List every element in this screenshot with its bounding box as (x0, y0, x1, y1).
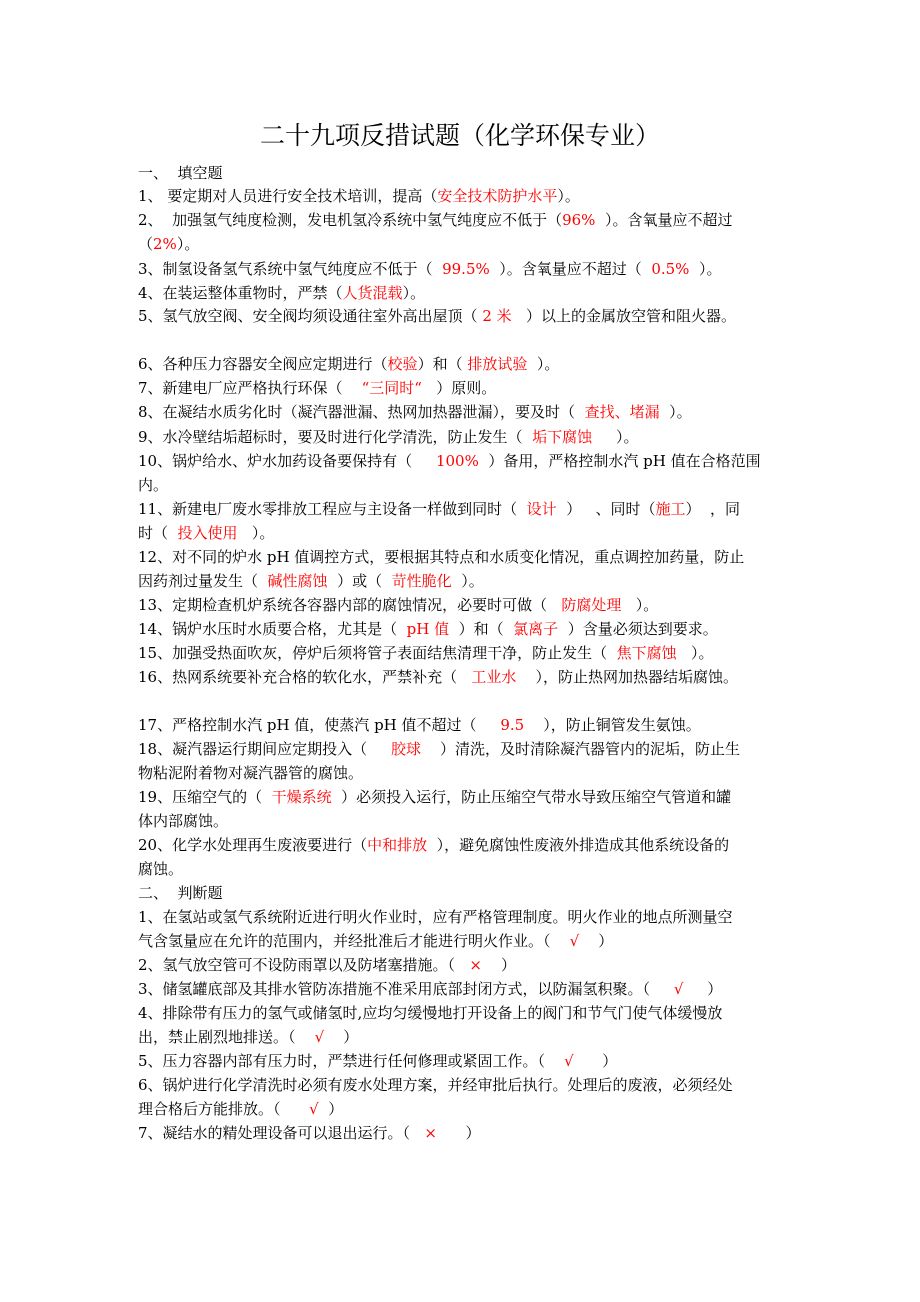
answer-text: 工业水 (471, 668, 517, 686)
question-text: 11、新建电厂废水零排放工程应与主设备一样做到同时（ (138, 500, 527, 518)
question-text: ） (318, 1100, 344, 1118)
question-text: 19、压缩空气的（ (138, 788, 272, 806)
fill-question-line (138, 643, 713, 663)
section-heading-judge: 二、 判断题 (138, 884, 223, 902)
fill-question-line (138, 186, 580, 206)
answer-text: 0.5% (651, 260, 690, 278)
question-text: 5、压力容器内部有压力时，严禁进行任何修理或紧固工作。（ (138, 1052, 565, 1070)
answer-text: × (469, 956, 482, 974)
question-text: ）。 (659, 403, 692, 421)
judge-question-line (138, 955, 516, 975)
question-text: ）。 (402, 284, 426, 302)
fill-question-line (138, 306, 736, 326)
fill-question-line (138, 499, 740, 519)
question-text: 14、锅炉水压时水质要合格，尤其是（ (138, 620, 407, 638)
question-text: 1、在氢站或氢气系统附近进行明火作业时，应有严格管理制度。明火作业的地点所测量空 (138, 908, 733, 926)
question-text: ）。 (621, 596, 659, 614)
question-text: ）。 (592, 428, 639, 446)
answer-text: 安全技术防护水平 (437, 187, 558, 205)
fill-question-line (138, 595, 658, 615)
question-text: ）或（ (327, 572, 392, 590)
question-text: ）。 (689, 260, 722, 278)
question-text: ） (436, 1124, 481, 1142)
question-text: 6、锅炉进行化学清洗时必须有废水处理方案，并经审批后执行。处理后的废液，必须经处 (138, 1076, 733, 1094)
fill-question-line (138, 475, 168, 495)
fill-question-line (138, 547, 744, 567)
question-text: 13、定期检查机炉系统各容器内部的腐蚀情况，必要时可做（ (138, 596, 562, 614)
question-text: 腐蚀。 (138, 860, 184, 878)
answer-text: 焦下腐蚀 (616, 644, 677, 662)
fill-question-line (138, 283, 425, 303)
answer-text: × (424, 1124, 437, 1142)
question-text: ）必须投入运行，防止压缩空气带水导致压缩空气管道和罐 (331, 788, 732, 806)
page-title: 二十九项反措试题（化学环保专业） (259, 121, 660, 150)
judge-question-line (138, 1075, 733, 1095)
answer-text: 排放试验 (467, 355, 528, 373)
fill-question-line (138, 210, 732, 230)
question-text: ）。 (557, 187, 580, 205)
answer-text: √ (314, 1028, 325, 1046)
question-text: 出，禁止剧烈地排送。（ (138, 1028, 315, 1046)
question-text: 17、严格控制水汽 pH 值，使蒸汽 pH 值不超过（ (138, 716, 501, 734)
question-text: ）。含氧量应不超过（ (489, 260, 652, 278)
question-text: ），避免腐蚀性废液外排造成其他系统设备的 (427, 836, 730, 854)
question-text: ），防止铜管发生氨蚀。 (524, 716, 701, 734)
answer-text: 2% (153, 235, 177, 253)
answer-text: 碱性腐蚀 (267, 572, 328, 590)
fill-question-line (138, 451, 761, 471)
answer-text: 校验 (387, 355, 418, 373)
question-text: ）和（ (417, 355, 468, 373)
fill-question-line (138, 402, 692, 422)
answer-text: 垢下腐蚀 (532, 428, 593, 446)
fill-question-line (138, 667, 738, 687)
fill-question-line (138, 523, 274, 543)
answer-text: 氯离子 (513, 620, 559, 638)
judge-question-line (138, 1051, 617, 1071)
fill-question-line (138, 378, 496, 398)
fill-question-line (138, 234, 199, 254)
question-text: ）含量必须达到要求。 (558, 620, 718, 638)
question-text: ）和（ (449, 620, 514, 638)
answer-text: √ (673, 980, 684, 998)
question-text: 2、氢气放空管可不设防雨罩以及防堵塞措施。（ (138, 956, 470, 974)
answer-text: 查找、堵漏 (584, 403, 660, 421)
question-text: ） (683, 980, 723, 998)
question-text: 10、锅炉给水、炉水加药设备要保持有（ (138, 452, 436, 470)
question-text: 体内部腐蚀。 (138, 812, 229, 830)
question-text: 6、各种压力容器安全阀应定期进行（ (138, 355, 388, 373)
fill-question-line (138, 739, 740, 759)
fill-question-line (138, 259, 721, 279)
question-text: 3、储氢罐底部及其排水管防冻措施不准采用底部封闭方式，以防漏氢积聚。（ (138, 980, 674, 998)
question-text: ） (573, 1052, 618, 1070)
answer-text: 投入使用 (177, 524, 238, 542)
question-text: 7、新建电厂应严格执行环保（ (138, 379, 362, 397)
judge-question-line (138, 907, 733, 927)
question-text: 4、排除带有压力的氢气或储氢时,应均匀缓慢地打开设备上的阀门和节气门使气体缓慢放 (138, 1004, 723, 1022)
question-text: 4、在装运整体重物时，严禁（ (138, 284, 343, 302)
question-text: ） (481, 956, 517, 974)
answer-text: 96% (562, 211, 596, 229)
answer-text: √ (309, 1100, 319, 1118)
question-text: ）。 (176, 235, 200, 253)
judge-question-line (138, 1099, 343, 1119)
question-text: 5、氢气放空阀、安全阀均须设通往室外高出屋顶（ (138, 307, 483, 325)
question-text: 15、加强受热面吹灰，停炉后须将管子表面结焦清理干净，防止发生（ (138, 644, 617, 662)
judge-question-line (138, 1123, 481, 1143)
question-text: ）清洗，及时清除凝汽器管内的泥垢，防止生 (420, 740, 741, 758)
answer-text: 100% (435, 452, 479, 470)
fill-question-line (138, 835, 729, 855)
fill-question-line (138, 859, 183, 879)
fill-question-line (138, 763, 363, 783)
question-text: 18、凝汽器运行期间应定期投入（ (138, 740, 391, 758)
fill-question-line (138, 811, 228, 831)
question-text: ）。 (676, 644, 714, 662)
question-text: 物粘泥附着物对凝汽器管的腐蚀。 (138, 764, 364, 782)
question-text: 2、 加强氢气纯度检测，发电机氢冷系统中氢气纯度应不低于（ (138, 211, 563, 229)
answer-text: √ (569, 932, 580, 950)
question-text: ） ，同 (685, 500, 741, 518)
answer-text: 99.5% (442, 260, 490, 278)
question-text: ） 、同时（ (556, 500, 656, 518)
question-text: 16、热网系统要补充合格的软化水，严禁补充（ (138, 668, 472, 686)
question-text: ）以上的金属放空管和阻火器。 (511, 307, 736, 325)
answer-text: 人货混载 (342, 284, 403, 302)
answer-text: 苛性脆化 (391, 572, 452, 590)
question-text: 时（ (138, 524, 178, 542)
question-text: 理合格后方能排放。（ (138, 1100, 310, 1118)
question-text: 因药剂过量发生（ (138, 572, 268, 590)
answer-text: √ (564, 1052, 574, 1070)
fill-question-line (138, 571, 484, 591)
judge-question-line (138, 931, 613, 951)
question-text: （ (138, 235, 154, 253)
judge-question-line (138, 979, 722, 999)
answer-text: 胶球 (390, 740, 421, 758)
section-heading-fill: 一、 填空题 (138, 164, 223, 182)
judge-question-line (138, 1027, 358, 1047)
question-text: 气含氢量应在允许的范围内，并经批准后才能进行明火作业。（ (138, 932, 570, 950)
question-text: ）。含氧量应不超过 (595, 211, 733, 229)
answer-text: 中和排放 (367, 836, 428, 854)
fill-question-line (138, 787, 731, 807)
fill-question-line (138, 715, 701, 735)
question-text: ）备用，严格控制水汽 pH 值在合格范围 (478, 452, 761, 470)
judge-question-line (138, 1003, 722, 1023)
answer-text: “三同时“ (361, 379, 422, 397)
question-text: 20、化学水处理再生废液要进行（ (138, 836, 368, 854)
question-text: 3、制氢设备氢气系统中氢气纯度应不低于（ (138, 260, 443, 278)
question-text: 8、在凝结水质劣化时（凝汽器泄漏、热网加热器泄漏），要及时（ (138, 403, 585, 421)
question-text: 7、凝结水的精处理设备可以退出运行。（ (138, 1124, 425, 1142)
answer-text: 干燥系统 (271, 788, 332, 806)
question-text: ） (579, 932, 614, 950)
question-text: ）。 (527, 355, 560, 373)
question-text: ）。 (451, 572, 484, 590)
question-text: ）。 (237, 524, 275, 542)
question-text: 内。 (138, 476, 169, 494)
answer-text: 施工 (655, 500, 686, 518)
fill-question-line (138, 354, 559, 374)
answer-text: pH 值 (406, 620, 450, 638)
answer-text: 防腐处理 (561, 596, 622, 614)
question-text: 1、 要定期对人员进行安全技术培训，提高（ (138, 187, 438, 205)
answer-text: 9.5 (500, 716, 525, 734)
question-text: ） (324, 1028, 359, 1046)
fill-question-line (138, 619, 718, 639)
question-text: ）原则。 (421, 379, 497, 397)
question-text: 12、对不同的炉水 pH 值调控方式，要根据其特点和水质变化情况，重点调控加药量，防止 (138, 548, 745, 566)
fill-question-line (138, 427, 638, 447)
question-text: ），防止热网加热器结垢腐蚀。 (516, 668, 738, 686)
answer-text: 设计 (526, 500, 557, 518)
question-text: 9、水冷壁结垢超标时，要及时进行化学清洗，防止发生（ (138, 428, 533, 446)
answer-text: 2 米 (482, 307, 512, 325)
